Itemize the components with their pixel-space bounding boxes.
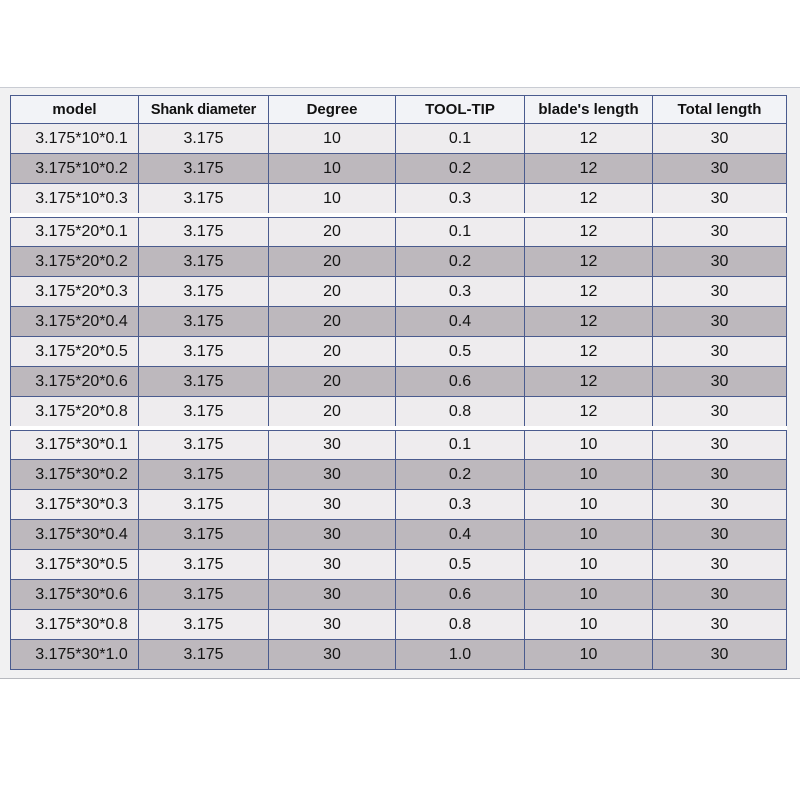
cell-tool-tip: 0.4	[396, 520, 525, 550]
cell-blade-length: 12	[525, 337, 653, 367]
cell-total-length: 30	[653, 337, 787, 367]
spec-table-body	[11, 124, 787, 670]
cell-degree: 30	[269, 640, 396, 670]
cell-total-length: 30	[653, 154, 787, 184]
cell-tool-tip: 0.2	[396, 247, 525, 277]
cell-total-length: 30	[653, 640, 787, 670]
cell-shank-diameter: 3.175	[139, 184, 269, 216]
cell-shank-diameter: 3.175	[139, 397, 269, 429]
cell-shank-diameter: 3.175	[139, 337, 269, 367]
cell-model: 3.175*30*0.2	[11, 460, 139, 490]
cell-shank-diameter: 3.175	[139, 640, 269, 670]
cell-degree: 10	[269, 184, 396, 216]
cell-total-length: 30	[653, 490, 787, 520]
cell-total-length: 30	[653, 367, 787, 397]
header-blade-length: blade's length	[525, 96, 653, 124]
table-row	[11, 550, 787, 580]
cell-shank-diameter: 3.175	[139, 247, 269, 277]
cell-blade-length: 10	[525, 490, 653, 520]
table-row	[11, 520, 787, 550]
cell-total-length: 30	[653, 184, 787, 216]
cell-shank-diameter: 3.175	[139, 215, 269, 247]
table-row	[11, 428, 787, 460]
cell-shank-diameter: 3.175	[139, 124, 269, 154]
cell-total-length: 30	[653, 277, 787, 307]
cell-blade-length: 10	[525, 640, 653, 670]
cell-total-length: 30	[653, 610, 787, 640]
cell-degree: 20	[269, 247, 396, 277]
table-row	[11, 397, 787, 429]
cell-model: 3.175*30*0.6	[11, 580, 139, 610]
cell-degree: 20	[269, 307, 396, 337]
cell-blade-length: 10	[525, 610, 653, 640]
table-row	[11, 184, 787, 216]
cell-total-length: 30	[653, 397, 787, 429]
cell-degree: 20	[269, 367, 396, 397]
cell-degree: 20	[269, 277, 396, 307]
spec-table	[10, 95, 787, 670]
cell-shank-diameter: 3.175	[139, 428, 269, 460]
table-row	[11, 490, 787, 520]
cell-tool-tip: 0.8	[396, 610, 525, 640]
cell-degree: 30	[269, 460, 396, 490]
cell-blade-length: 12	[525, 247, 653, 277]
cell-shank-diameter: 3.175	[139, 460, 269, 490]
cell-shank-diameter: 3.175	[139, 610, 269, 640]
cell-degree: 30	[269, 610, 396, 640]
cell-total-length: 30	[653, 460, 787, 490]
cell-shank-diameter: 3.175	[139, 277, 269, 307]
cell-shank-diameter: 3.175	[139, 154, 269, 184]
table-row	[11, 460, 787, 490]
cell-model: 3.175*30*0.8	[11, 610, 139, 640]
cell-tool-tip: 0.4	[396, 307, 525, 337]
cell-tool-tip: 0.1	[396, 428, 525, 460]
cell-model: 3.175*20*0.5	[11, 337, 139, 367]
cell-degree: 10	[269, 154, 396, 184]
cell-total-length: 30	[653, 520, 787, 550]
cell-tool-tip: 0.5	[396, 337, 525, 367]
cell-model: 3.175*30*0.4	[11, 520, 139, 550]
table-row	[11, 215, 787, 247]
cell-tool-tip: 0.1	[396, 215, 525, 247]
cell-blade-length: 12	[525, 277, 653, 307]
cell-tool-tip: 0.3	[396, 277, 525, 307]
cell-blade-length: 10	[525, 520, 653, 550]
table-row	[11, 610, 787, 640]
cell-degree: 30	[269, 428, 396, 460]
cell-blade-length: 10	[525, 460, 653, 490]
cell-blade-length: 12	[525, 184, 653, 216]
cell-total-length: 30	[653, 580, 787, 610]
cell-model: 3.175*10*0.2	[11, 154, 139, 184]
cell-shank-diameter: 3.175	[139, 580, 269, 610]
cell-model: 3.175*20*0.2	[11, 247, 139, 277]
cell-blade-length: 10	[525, 428, 653, 460]
header-tool-tip: TOOL-TIP	[396, 96, 525, 124]
cell-tool-tip: 0.3	[396, 184, 525, 216]
cell-blade-length: 12	[525, 215, 653, 247]
table-row	[11, 154, 787, 184]
header-total-length: Total length	[653, 96, 787, 124]
cell-model: 3.175*30*0.1	[11, 428, 139, 460]
cell-tool-tip: 0.6	[396, 367, 525, 397]
cell-model: 3.175*20*0.8	[11, 397, 139, 429]
header-model: model	[11, 96, 139, 124]
cell-tool-tip: 0.8	[396, 397, 525, 429]
cell-degree: 20	[269, 215, 396, 247]
cell-tool-tip: 1.0	[396, 640, 525, 670]
cell-tool-tip: 0.6	[396, 580, 525, 610]
cell-total-length: 30	[653, 307, 787, 337]
cell-blade-length: 10	[525, 550, 653, 580]
cell-model: 3.175*10*0.3	[11, 184, 139, 216]
cell-shank-diameter: 3.175	[139, 307, 269, 337]
cell-blade-length: 12	[525, 154, 653, 184]
cell-total-length: 30	[653, 215, 787, 247]
header-row	[11, 96, 787, 124]
cell-shank-diameter: 3.175	[139, 367, 269, 397]
cell-shank-diameter: 3.175	[139, 490, 269, 520]
cell-degree: 30	[269, 580, 396, 610]
cell-blade-length: 12	[525, 367, 653, 397]
cell-blade-length: 12	[525, 307, 653, 337]
header-degree: Degree	[269, 96, 396, 124]
cell-model: 3.175*20*0.3	[11, 277, 139, 307]
cell-degree: 10	[269, 124, 396, 154]
cell-degree: 30	[269, 520, 396, 550]
cell-blade-length: 12	[525, 124, 653, 154]
cell-model: 3.175*20*0.6	[11, 367, 139, 397]
table-row	[11, 580, 787, 610]
cell-model: 3.175*30*0.5	[11, 550, 139, 580]
table-row	[11, 277, 787, 307]
cell-model: 3.175*20*0.4	[11, 307, 139, 337]
cell-tool-tip: 0.1	[396, 124, 525, 154]
cell-total-length: 30	[653, 124, 787, 154]
cell-total-length: 30	[653, 428, 787, 460]
cell-total-length: 30	[653, 247, 787, 277]
cell-degree: 20	[269, 337, 396, 367]
cell-total-length: 30	[653, 550, 787, 580]
table-row	[11, 640, 787, 670]
cell-shank-diameter: 3.175	[139, 520, 269, 550]
cell-blade-length: 10	[525, 580, 653, 610]
table-row	[11, 337, 787, 367]
cell-tool-tip: 0.3	[396, 490, 525, 520]
cell-tool-tip: 0.5	[396, 550, 525, 580]
cell-degree: 30	[269, 490, 396, 520]
cell-model: 3.175*30*0.3	[11, 490, 139, 520]
cell-tool-tip: 0.2	[396, 460, 525, 490]
table-row	[11, 247, 787, 277]
table-row	[11, 307, 787, 337]
header-shank-diameter: Shank diameter	[139, 96, 269, 124]
cell-model: 3.175*30*1.0	[11, 640, 139, 670]
cell-model: 3.175*20*0.1	[11, 215, 139, 247]
cell-degree: 30	[269, 550, 396, 580]
cell-blade-length: 12	[525, 397, 653, 429]
cell-tool-tip: 0.2	[396, 154, 525, 184]
cell-model: 3.175*10*0.1	[11, 124, 139, 154]
cell-degree: 20	[269, 397, 396, 429]
table-row	[11, 367, 787, 397]
table-row	[11, 124, 787, 154]
cell-shank-diameter: 3.175	[139, 550, 269, 580]
